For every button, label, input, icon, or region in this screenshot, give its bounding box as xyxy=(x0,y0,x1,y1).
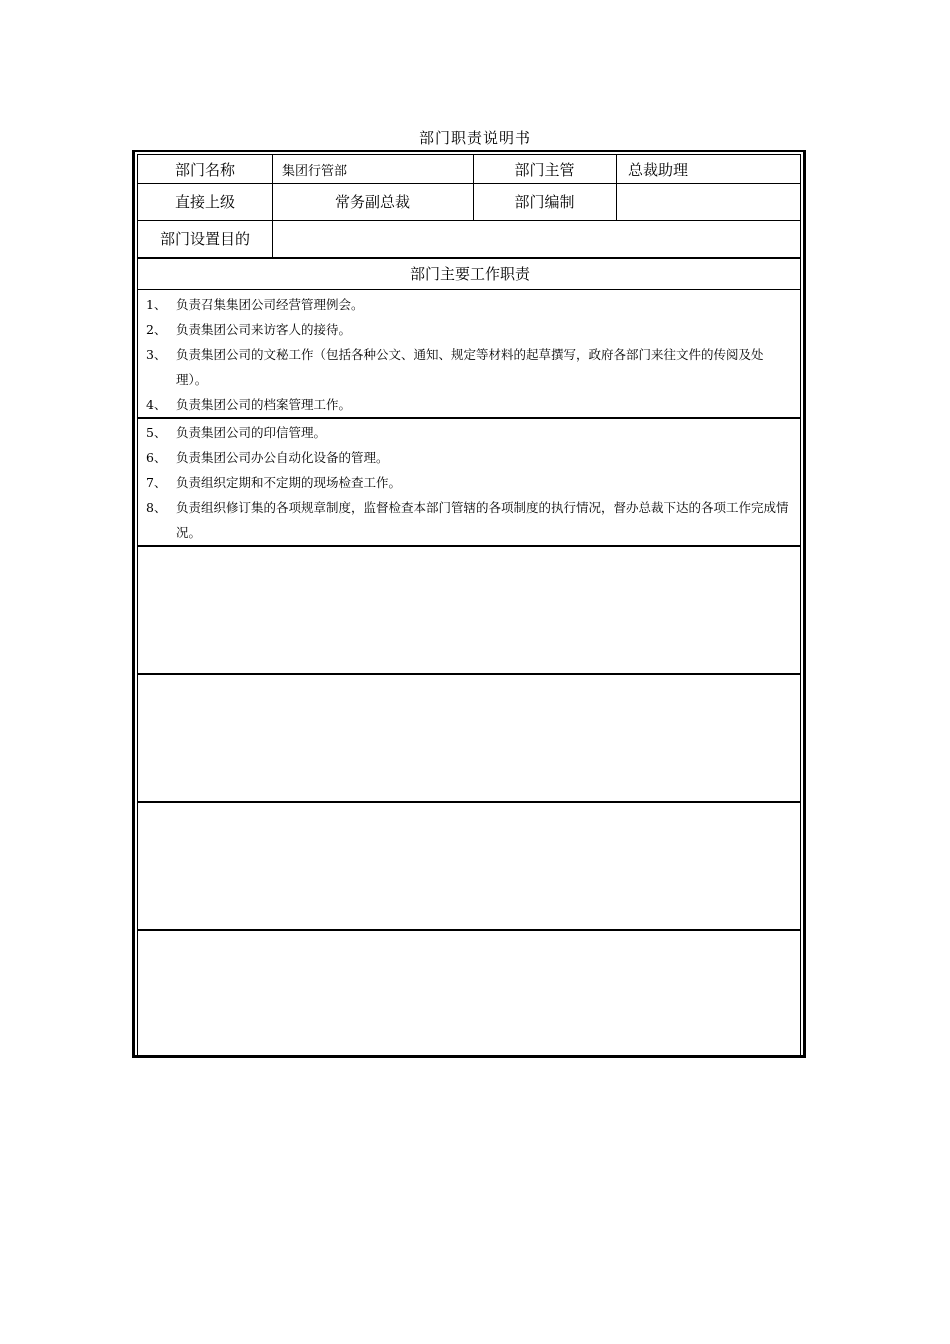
duty-text: 负责组织修订集的各项规章制度，监督检查本部门管辖的各项制度的执行情况，督办总裁下达的各项工作完成情况。 xyxy=(176,500,789,540)
duty-item xyxy=(146,292,794,317)
duty-number: 4、 xyxy=(146,397,167,412)
duty-number: 8、 xyxy=(146,500,167,515)
staffing-label: 部门编制 xyxy=(514,193,575,211)
empty-section-2 xyxy=(138,674,800,800)
duty-text: 负责集团公司的印信管理。 xyxy=(176,425,327,440)
duty-number: 3、 xyxy=(146,347,167,362)
dept-name-value: 集团行管部 xyxy=(282,163,348,179)
purpose-value xyxy=(282,220,792,257)
duties-list-1 xyxy=(146,292,794,417)
duty-item xyxy=(146,420,794,445)
purpose-label: 部门设置目的 xyxy=(159,230,250,248)
empty-section-3 xyxy=(138,802,800,928)
superior-label: 直接上级 xyxy=(174,193,235,211)
duty-item xyxy=(146,392,794,417)
duty-number: 5、 xyxy=(146,425,167,440)
staffing-value xyxy=(628,183,798,220)
duty-item xyxy=(146,342,794,392)
duty-item xyxy=(146,317,794,342)
empty-section-1 xyxy=(138,546,800,672)
empty-section-4 xyxy=(138,930,800,1056)
dept-head-value: 总裁助理 xyxy=(628,160,689,179)
table-inner-border xyxy=(137,154,801,1055)
duty-text: 负责召集集团公司经营管理例会。 xyxy=(176,297,364,312)
superior-value: 常务副总裁 xyxy=(334,193,410,211)
duty-item xyxy=(146,445,794,470)
duty-number: 6、 xyxy=(146,450,167,465)
document-title: 部门职责说明书 xyxy=(418,129,531,147)
duty-number: 7、 xyxy=(146,475,167,490)
duty-number: 2、 xyxy=(146,322,167,337)
duty-text: 负责集团公司办公自动化设备的管理。 xyxy=(176,450,389,465)
duty-text: 负责集团公司的文秘工作（包括各种公文、通知、规定等材料的起草撰写，政府各部门来往文件的传阅及处理）。 xyxy=(176,347,764,387)
duty-text: 负责集团公司来访客人的接待。 xyxy=(176,322,352,337)
duty-number: 1、 xyxy=(146,297,167,312)
dept-head-label: 部门主管 xyxy=(514,160,575,179)
duty-text: 负责组织定期和不定期的现场检查工作。 xyxy=(176,475,402,490)
duties-heading: 部门主要工作职责 xyxy=(409,264,530,283)
dept-name-label: 部门名称 xyxy=(174,160,235,179)
responsibility-table xyxy=(132,150,806,1058)
duty-item xyxy=(146,470,794,495)
duties-list-2 xyxy=(146,420,794,545)
duty-item xyxy=(146,495,794,545)
duty-text: 负责集团公司的档案管理工作。 xyxy=(176,397,352,412)
